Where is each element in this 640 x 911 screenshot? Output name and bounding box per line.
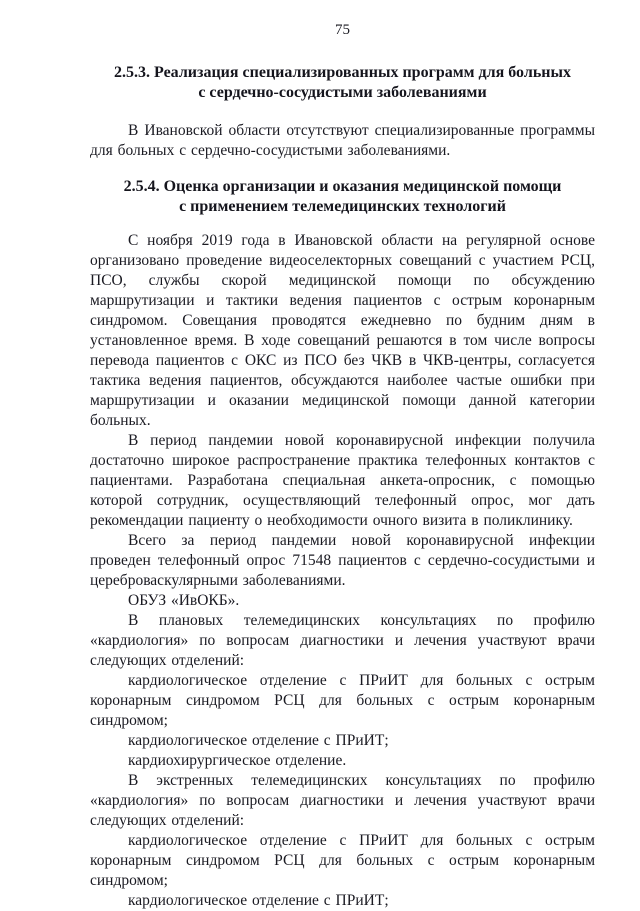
paragraph: В Ивановской области отсутствуют специализированные программы для больных с сердечно-сосудистыми заболеваниями. bbox=[90, 122, 595, 159]
heading-line-1: 2.5.3. Реализация специализированных программ для больных bbox=[114, 64, 571, 81]
paragraph: В экстренных телемедицинских консультациях по профилю «кардиология» по вопросам диагностики и лечения участвуют врачи следующих отделений: bbox=[90, 772, 595, 829]
paragraph: Всего за период пандемии новой коронавирусной инфекции проведен телефонный опрос 71548 пациентов с сердечно-сосудистыми и цереброваскулярными заболеваниями. bbox=[90, 532, 595, 589]
heading-line-2: с применением телемедицинских технологий bbox=[179, 198, 506, 215]
page-number: 75 bbox=[335, 22, 350, 38]
section-2-5-3-heading bbox=[90, 63, 595, 103]
paragraph: В плановых телемедицинских консультациях по профилю «кардиология» по вопросам диагностики и лечения участвуют врачи следующих отделений: bbox=[90, 612, 595, 669]
paragraph: кардиологическое отделение с ПРиИТ; bbox=[128, 732, 389, 749]
paragraph: ОБУЗ «ИвОКБ». bbox=[128, 592, 240, 609]
paragraph: кардиологическое отделение с ПРиИТ для больных с острым коронарным синдромом РСЦ для больных с острым коронарным синдромом; bbox=[90, 832, 595, 889]
paragraph: В период пандемии новой коронавирусной инфекции получила достаточно широкое распространение практика телефонных контактов с пациентами. Разработана специальная анкета-опросник, с помощью которой сотрудник, осуществляющий телефонный опрос, мог дать рекомендации пациенту о необходимости очного визита в поликлинику. bbox=[90, 432, 595, 529]
paragraph: кардиологическое отделение с ПРиИТ; bbox=[128, 892, 389, 909]
paragraph: С ноября 2019 года в Ивановской области на регулярной основе организовано проведение видеоселекторных совещаний с участием РСЦ, ПСО, службы скорой медицинской помощи по обсуждению маршрутизации и тактики ведения пациентов с острым коронарным синдромом. Совещания проводятся ежедневно по будним дням в установленное время. В ходе совещаний решаются в том числе вопросы перевода пациентов с ОКС из ПСО без ЧКВ в ЧКВ-центры, согласуется тактика ведения пациентов, обсуждаются наиболее частые ошибки при маршрутизации и оказании медицинской помощи данной категории больных. bbox=[90, 232, 595, 429]
paragraph: кардиологическое отделение с ПРиИТ для больных с острым коронарным синдромом РСЦ для больных с острым коронарным синдромом; bbox=[90, 672, 595, 729]
section-2-5-4-heading bbox=[90, 177, 595, 217]
paragraph: кардиохирургическое отделение. bbox=[128, 752, 347, 769]
section-2-5-3 bbox=[90, 63, 595, 161]
heading-line-2: с сердечно-сосудистыми заболеваниями bbox=[198, 84, 487, 101]
section-2-5-4 bbox=[90, 177, 595, 911]
heading-line-1: 2.5.4. Оценка организации и оказания медицинской помощи bbox=[123, 178, 562, 195]
